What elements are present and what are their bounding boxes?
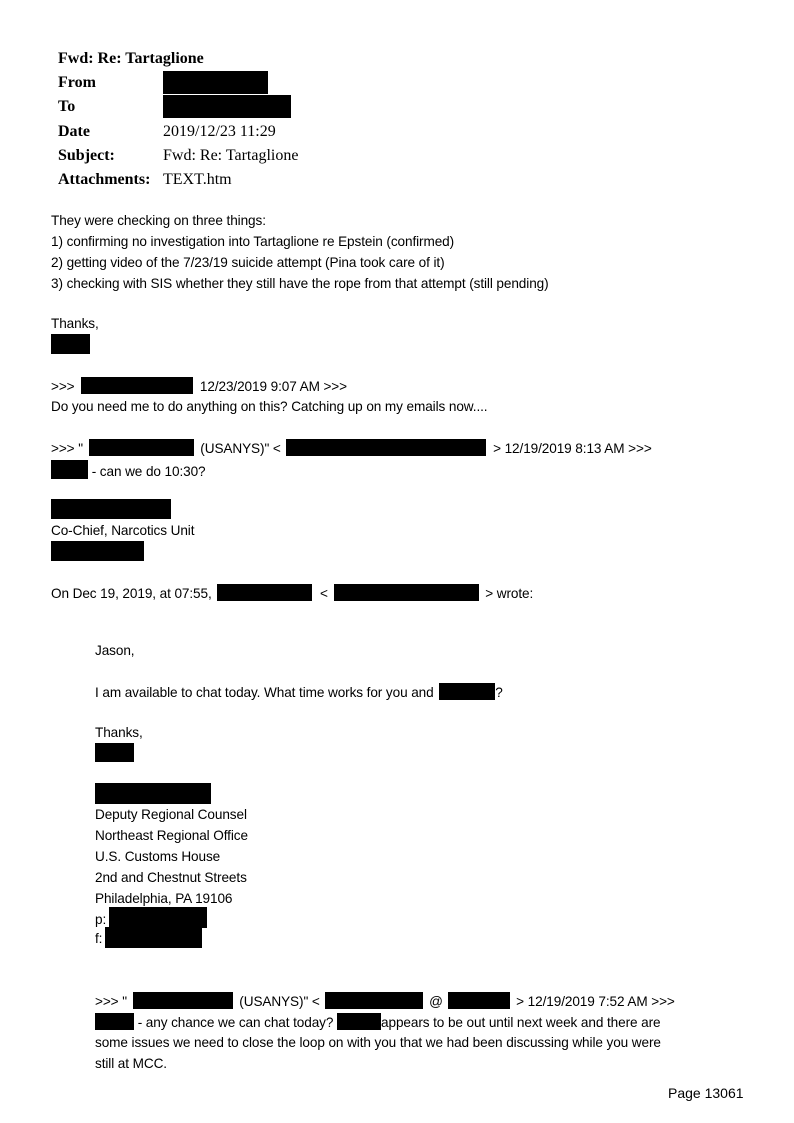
redaction-signature-contact xyxy=(51,541,144,561)
body-line: They were checking on three things: xyxy=(51,213,266,228)
message-header xyxy=(51,439,652,458)
body-line: 2) getting video of the 7/23/19 suicide attempt (Pina took care of it) xyxy=(51,255,445,270)
page-number: Page 13061 xyxy=(668,1085,744,1101)
message-text xyxy=(51,460,206,481)
redaction-signature-name xyxy=(95,783,211,804)
quoted-text xyxy=(95,683,503,702)
redaction-phone xyxy=(109,907,207,928)
redaction-signature xyxy=(51,334,90,354)
signature-title: Co-Chief, Narcotics Unit xyxy=(51,523,195,538)
attachments-value: TEXT.htm xyxy=(163,171,232,188)
email-at: @ xyxy=(429,994,443,1009)
email-title: Fwd: Re: Tartaglione xyxy=(58,50,204,67)
signature-line: 2nd and Chestnut Streets xyxy=(95,870,247,885)
message-text: still at MCC. xyxy=(95,1056,167,1071)
quoted-text-end: ? xyxy=(495,685,503,700)
redaction-name xyxy=(95,1013,134,1030)
message-text-content: - can we do 10:30? xyxy=(91,464,206,479)
subject-label: Subject: xyxy=(58,147,115,164)
message-text: Do you need me to do anything on this? Catching up on my emails now.... xyxy=(51,399,488,414)
redaction-signature-name xyxy=(51,499,171,519)
phone-label: p: xyxy=(95,912,107,927)
message-timestamp: 12/23/2019 9:07 AM >>> xyxy=(199,379,347,394)
message-text xyxy=(95,1013,660,1032)
redaction-from xyxy=(163,71,268,94)
redaction-to xyxy=(163,95,291,118)
redaction-email xyxy=(286,439,486,456)
quoted-greeting: Jason, xyxy=(95,643,135,658)
sender-org: (USANYS)" < xyxy=(239,994,320,1009)
signature-line: Philadelphia, PA 19106 xyxy=(95,891,233,906)
signature-line: U.S. Customs House xyxy=(95,849,221,864)
to-label: To xyxy=(58,98,76,115)
attachments-label: Attachments: xyxy=(58,171,151,188)
signature-line: Northeast Regional Office xyxy=(95,828,248,843)
redaction-email xyxy=(334,584,479,601)
quote-prefix: >>> xyxy=(51,379,75,394)
message-text-content: appears to be out until next week and there are xyxy=(381,1015,661,1030)
redaction-sender xyxy=(217,584,312,601)
date-value: 2019/12/23 11:29 xyxy=(163,123,276,140)
redaction-sender xyxy=(133,992,233,1009)
redaction-signature xyxy=(95,743,134,762)
redaction-name xyxy=(337,1013,381,1030)
redaction-email-domain xyxy=(448,992,510,1009)
thanks-line: Thanks, xyxy=(51,316,99,331)
message-timestamp: > 12/19/2019 7:52 AM >>> xyxy=(516,994,675,1009)
body-line: 3) checking with SIS whether they still have the rope from that attempt (still pending) xyxy=(51,276,549,291)
subject-value: Fwd: Re: Tartaglione xyxy=(163,147,299,164)
quote-prefix: >>> " xyxy=(51,441,83,456)
reply-attribution xyxy=(51,584,533,603)
message-header xyxy=(95,992,675,1011)
signature-fax xyxy=(95,930,102,948)
quoted-text-content: I am available to chat today. What time works for you and xyxy=(95,685,434,700)
redaction-fax xyxy=(105,927,202,948)
body-line: 1) confirming no investigation into Tartaglione re Epstein (confirmed) xyxy=(51,234,455,249)
attribution-wrote: > wrote: xyxy=(485,586,534,601)
quoted-thanks: Thanks, xyxy=(95,725,143,740)
date-label: Date xyxy=(58,123,90,140)
fax-label: f: xyxy=(95,931,103,946)
from-label: From xyxy=(58,74,96,91)
redaction-name xyxy=(439,683,495,700)
message-text: some issues we need to close the loop on with you that we had been discussing while you were xyxy=(95,1035,661,1050)
message-timestamp: > 12/19/2019 8:13 AM >>> xyxy=(493,441,652,456)
attribution-lt: < xyxy=(320,586,328,601)
redaction-sender xyxy=(81,377,193,394)
message-header xyxy=(51,377,347,396)
attribution-date: On Dec 19, 2019, at 07:55, xyxy=(51,586,212,601)
redaction-sender xyxy=(89,439,194,456)
quote-prefix: >>> " xyxy=(95,994,127,1009)
message-text-content: - any chance we can chat today? xyxy=(137,1015,334,1030)
redaction-name xyxy=(51,460,88,479)
signature-line: Deputy Regional Counsel xyxy=(95,807,247,822)
sender-org: (USANYS)" < xyxy=(200,441,281,456)
redaction-email-user xyxy=(325,992,423,1009)
